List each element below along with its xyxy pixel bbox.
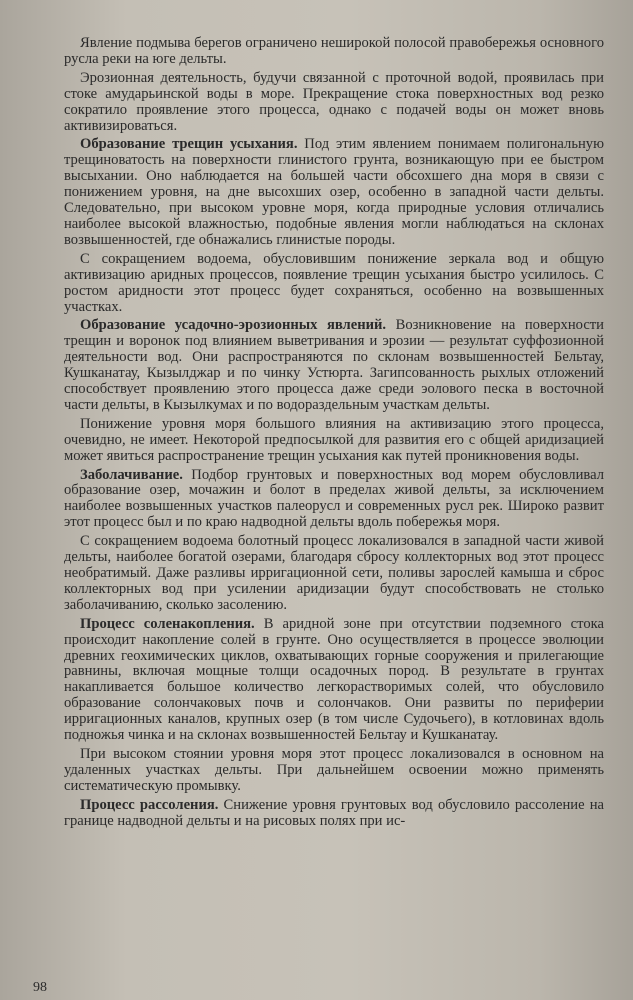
paragraph bbox=[64, 468, 604, 532]
paragraph bbox=[64, 318, 604, 413]
paragraph-text: В аридной зоне при отсутствии подземного стока происходит накопление солей в грунте. Оно осуществляется в процессе эволюции древних геохимических циклов, охватывающих горные сооружения и прилегающие равнины, включая мощные толщи осадочных пород. В результате в грунтах накапливается большое количество легкорастворимых солей, что обусловило образование солончаковых почв и солончаков. Они развиты по периферии ирригационных каналов, крупных озер (в том числе Судочьего), в котловинах вдоль подножья чинка и на склонах возвышенностей Бельтау и Кушканатау. bbox=[64, 615, 604, 744]
paragraph bbox=[64, 71, 604, 135]
paragraph-text: Под этим явлением понимаем полигональную трещиноватость на поверхности глинистого грунта, возникающую при ее быстром высыхании. Оно наблюдается на большей части обсохшего дна моря в связи с понижением уровня, на дне высохших озер, особенно в западной части дельты. Следовательно, при высоком уровне моря, когда природные условия отличались наиболее высокой влажностью, подобные явления могли наблюдаться на склонах возвышенностей, где обнажались глинистые породы. bbox=[64, 136, 604, 248]
paragraph bbox=[64, 137, 604, 248]
paragraph-heading: Образование усадочно-эрозионных явлений. bbox=[80, 317, 387, 334]
paragraph bbox=[64, 36, 604, 68]
paragraph-text: При высоком стоянии уровня моря этот процесс локализовался в основном на удаленных участках дельты. При дальнейшем освоении можно применять систематическую промывку. bbox=[64, 745, 604, 794]
paragraph-heading: Заболачивание. bbox=[80, 466, 183, 483]
paragraph bbox=[64, 252, 604, 316]
page-number: 98 bbox=[33, 980, 47, 995]
paragraph-text: Снижение уровня грунтовых вод обусловило рассоление на границе надводной дельты и на рисовых полях при ис- bbox=[64, 796, 604, 829]
paragraph-heading: Процесс соленакопления. bbox=[80, 615, 255, 632]
paragraph-text: С сокращением водоема болотный процесс локализовался в западной части живой дельты, наиболее богатой озерами, благодаря сбросу коллекторных вод этот процесс необратимый. Даже разливы ирригационной сети, поливы зарослей камыша и сброс коллекторных вод при усилении аридизации будут способствовать не столько заболачиванию, сколько засолению. bbox=[64, 533, 604, 613]
paragraph bbox=[64, 534, 604, 614]
paragraph-text: Эрозионная деятельность, будучи связанной с проточной водой, проявилась при стоке амударьинской воды в море. Прекращение стока поверхностных вод резко сократило проявление этого процесса, однако с подачей воды он может вновь активизироваться. bbox=[64, 69, 604, 134]
paragraph-heading: Образование трещин усыхания. bbox=[80, 136, 298, 153]
paragraph-text: Возникновение на поверхности трещин и воронок под влиянием выветривания и эрозии — результат суффозионной деятельности вод. Они распространяются по склонам возвышенностей Бельтау, Кушканатау, Кызылджар и по чинку Устюрта. Загипсованность рыхлых отложений способствует проявлению этого процесса даже среди эолового песка в восточной части дельты, в Кызылкумах и по водораздельным участкам дельты. bbox=[64, 317, 604, 413]
paragraph bbox=[64, 747, 604, 795]
page-body bbox=[64, 36, 604, 830]
paragraph-text: С сокращением водоема, обусловившим понижение зеркала вод и общую активизацию аридных процессов, появление трещин усыхания быстро усилилось. С ростом аридности этот процесс будет сохраняться, особенно на возвышенных участках. bbox=[64, 250, 604, 315]
paragraph-text: Понижение уровня моря большого влияния на активизацию этого процесса, очевидно, не имеет. Некоторой предпосылкой для развития его с общей аридизацией может явиться распространение трещин усыхания как путей проникновения воды. bbox=[64, 415, 604, 464]
paragraph bbox=[64, 417, 604, 465]
paragraph-text: Подбор грунтовых и поверхностных вод морем обусловливал образование озер, мочажин и болот в пределах живой дельты, за исключением наиболее возвышенных участков палеорусл и современных русл рек. Широко развит этот процесс был и по краю надводной дельты вдоль побережья моря. bbox=[64, 466, 604, 531]
paragraph-heading: Процесс рассоления. bbox=[80, 796, 219, 813]
paragraph-text: Явление подмыва берегов ограничено неширокой полосой правобережья основного русла реки на юге дельты. bbox=[64, 35, 604, 67]
paragraph bbox=[64, 617, 604, 744]
paragraph bbox=[64, 798, 604, 830]
